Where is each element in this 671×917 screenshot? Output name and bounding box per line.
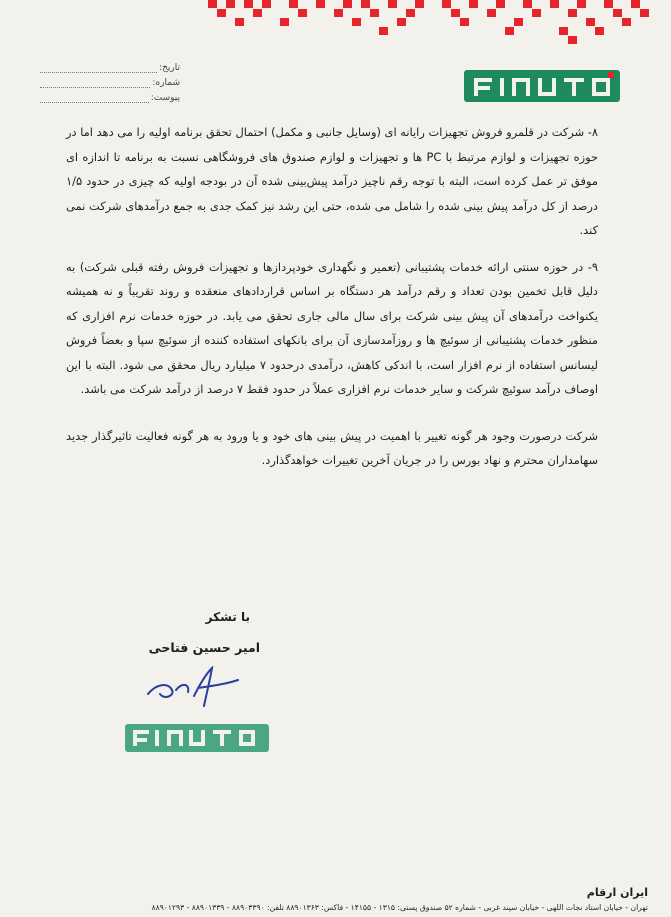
thanks-text: با تشکر bbox=[205, 610, 250, 624]
letter-meta-fields bbox=[40, 58, 180, 103]
company-logo-icon bbox=[462, 68, 622, 104]
number-label: شماره: bbox=[152, 78, 180, 88]
signature-block bbox=[100, 610, 260, 655]
header-pixel-pattern bbox=[0, 0, 671, 48]
paragraph-9: ۹- در حوزه سنتی ارائه خدمات پشتیبانی (تعمیر و نگهداری خودپردازها و تجهیزات فروش رفته قبلی شرکت) به دلیل قابل تخمین بودن تعداد و رقم درآمد هر دستگاه بر اساس قراردادهای منعقده و روند تقریباً و نه همیشه یکنواخت درآمدهای آن پیش بینی شرکت برای سال مالی جاری تحقق می یابد. در حوزه خدمات نرم افزاری که منظور خدمات پشتیبانی از سوئیچ ها و روزآمدسازی آن برای بانکهای استفاده کننده از سوئیچ سپا و بعضاً فروش لیسانس استفاده از نرم افزار است، با اندکی کاهش، درآمدی درحدود ۷ میلیارد ریال محقق می شود. البته با این اوصاف درآمد سوئیچ شرکت و سایر خدمات نرم افزاری عملاً در حدود فقط ۷ درصد از درآمد شرکت می باشد. bbox=[66, 259, 598, 396]
letter-body bbox=[66, 120, 598, 473]
attachment-field bbox=[40, 88, 180, 103]
footer-company-name: ایران ارقام bbox=[586, 886, 648, 899]
date-field bbox=[40, 58, 180, 73]
letter-footer bbox=[40, 886, 648, 912]
attachment-label: پیوست: bbox=[150, 93, 180, 103]
footer-address: تهران - خیابان استاد نجات اللهی - خیابان سپند غربی - شماره ۵۲ صندوق پستی: ۱۳۱۵ - ۱۴۱۵۵ - فاکس: ۸۸۹۰۱۳۶۳ تلفن: ۸۸۹۰۳۳۹۰ - ۸۸۹۰۱۳۳۹ - ۸۸۹۰۱۲۹۳ bbox=[151, 903, 648, 912]
date-label: تاریخ: bbox=[159, 63, 180, 73]
handwritten-signature-icon bbox=[142, 666, 242, 710]
paragraph-8: ۸- شرکت در قلمرو فروش تجهیزات رایانه ای (وسایل جانبی و مکمل) احتمال تحقق برنامه اولیه را می دهد اما در حوزه تجهیزات و لوازم مرتبط با PC ها و تجهیزات و لوازم صندوق های فروشگاهی نسبت به برنامه تا اندازه ای موفق تر عمل کرده است، البته با توجه رقم ناچیز درآمد پیش‌بینی شده آن در بودجه اولیه که چیزی در حدود ۱/۵ درصد از کل درآمد پیش بینی شده را شامل می شده، حتی این رشد نیز کمک جدی به جمع درآمدهای شرکت نمی کند. bbox=[66, 125, 598, 237]
signer-name: امیر حسین فتاحی bbox=[148, 640, 260, 655]
closing-paragraph: شرکت درصورت وجود هر گونه تغییر با اهمیت در پیش بینی های خود و یا ورود به هر گونه فعالیت تاثیرگذار جدید سهامداران محترم و نهاد بورس را در جریان آخرین تغییرات خواهدگذارد. bbox=[66, 428, 598, 467]
number-field bbox=[40, 73, 180, 88]
company-stamp-logo-icon bbox=[123, 722, 271, 754]
